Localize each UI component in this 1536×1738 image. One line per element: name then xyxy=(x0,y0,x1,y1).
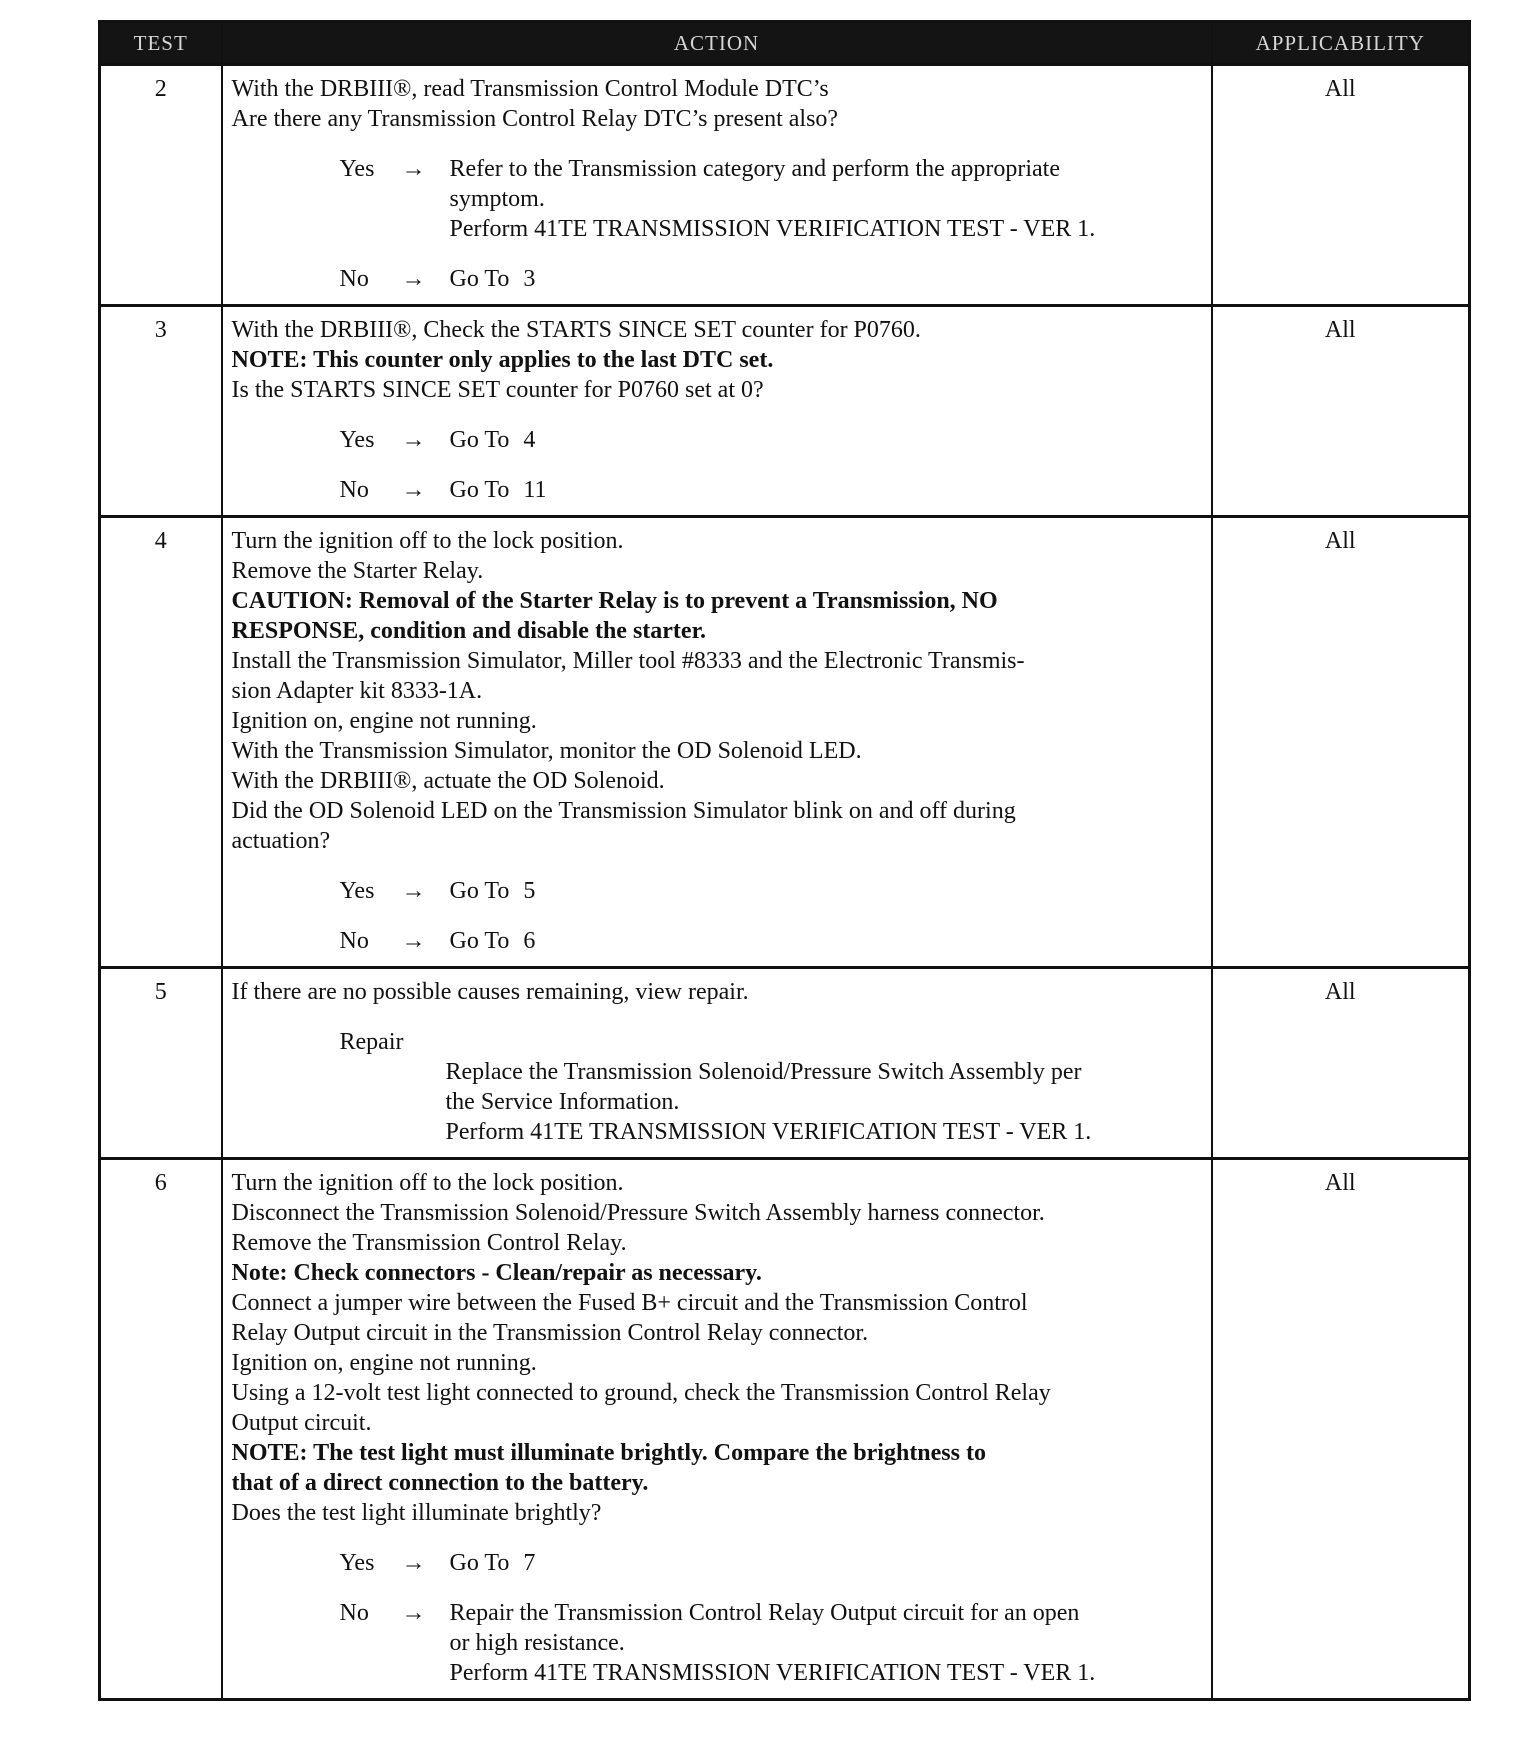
test-number: 2 xyxy=(100,65,222,306)
repair-line: the Service Information. xyxy=(445,1089,680,1115)
goto-test-number: 6 xyxy=(523,928,536,954)
applicability-value: All xyxy=(1212,1159,1470,1700)
arrow-icon: → xyxy=(401,266,426,292)
arrow-icon: → xyxy=(401,427,426,453)
branch-result xyxy=(450,876,1205,906)
applicability-value: All xyxy=(1212,65,1470,306)
answer-branch-yes xyxy=(340,154,1205,244)
action-note: CAUTION: Removal of the Starter Relay is to prevent a Transmission, NO xyxy=(231,588,998,614)
repair-label: Repair xyxy=(339,1029,404,1055)
repair-instructions xyxy=(446,1057,1205,1147)
action-step: Ignition on, engine not running. xyxy=(231,708,537,734)
goto-test-number: 5 xyxy=(523,878,536,904)
action-cell xyxy=(222,306,1212,517)
applicability-value: All xyxy=(1212,517,1470,968)
result-line: symptom. xyxy=(449,186,545,212)
arrow-icon: → xyxy=(401,1600,426,1626)
result-line: Repair the Transmission Control Relay Output circuit for an open xyxy=(449,1600,1080,1626)
goto-reference xyxy=(450,928,536,954)
goto-label: Go To xyxy=(449,878,510,904)
action-step: Are there any Transmission Control Relay DTC’s present also? xyxy=(231,106,839,132)
table-row xyxy=(100,306,1470,517)
header-applicability: APPLICABILITY xyxy=(1212,22,1470,65)
answer-label: No xyxy=(339,1600,369,1626)
goto-label: Go To xyxy=(449,477,510,503)
answer-branch-yes xyxy=(340,876,1205,906)
goto-reference xyxy=(450,266,536,292)
action-step: Using a 12-volt test light connected to ground, check the Transmission Control Relay xyxy=(231,1380,1051,1406)
goto-test-number: 4 xyxy=(523,427,536,453)
action-note: Note: Check connectors - Clean/repair as necessary. xyxy=(231,1260,762,1286)
action-cell xyxy=(222,1159,1212,1700)
answer-branch-no xyxy=(340,926,1205,956)
action-note: RESPONSE, condition and disable the starter. xyxy=(231,618,707,644)
result-line: Perform 41TE TRANSMISSION VERIFICATION TEST - VER 1. xyxy=(449,1660,1096,1686)
table-row xyxy=(100,1159,1470,1700)
answer-label: Yes xyxy=(339,427,375,453)
arrow-icon: → xyxy=(401,878,426,904)
action-step: With the DRBIII®, read Transmission Control Module DTC’s xyxy=(231,76,829,102)
action-step: sion Adapter kit 8333-1A. xyxy=(231,678,483,704)
arrow-icon: → xyxy=(401,928,426,954)
action-step: Output circuit. xyxy=(231,1410,372,1436)
repair-line: Perform 41TE TRANSMISSION VERIFICATION TEST - VER 1. xyxy=(445,1119,1092,1145)
table-body xyxy=(100,65,1470,1700)
answer-label: Yes xyxy=(339,1550,375,1576)
goto-test-number: 3 xyxy=(523,266,536,292)
answer-label: No xyxy=(339,928,369,954)
action-step: Does the test light illuminate brightly? xyxy=(231,1500,602,1526)
result-line: Perform 41TE TRANSMISSION VERIFICATION TEST - VER 1. xyxy=(449,216,1096,242)
action-step: Is the STARTS SINCE SET counter for P0760 set at 0? xyxy=(231,377,764,403)
goto-reference xyxy=(450,427,536,453)
goto-reference xyxy=(450,878,536,904)
test-number: 3 xyxy=(100,306,222,517)
answer-branch-yes xyxy=(340,425,1205,455)
action-cell xyxy=(222,517,1212,968)
result-line: or high resistance. xyxy=(449,1630,625,1656)
action-note: NOTE: The test light must illuminate brightly. Compare the brightness to xyxy=(231,1440,986,1466)
arrow-icon: → xyxy=(401,477,426,503)
action-step: With the DRBIII®, Check the STARTS SINCE SET counter for P0760. xyxy=(231,317,921,343)
branch-result xyxy=(450,926,1205,956)
test-number: 5 xyxy=(100,968,222,1159)
diagnostic-procedure-sheet xyxy=(98,20,1468,1701)
result-line: Refer to the Transmission category and perform the appropriate xyxy=(449,156,1060,182)
action-step: With the Transmission Simulator, monitor the OD Solenoid LED. xyxy=(231,738,862,764)
table-row xyxy=(100,65,1470,306)
table-header-row xyxy=(100,22,1470,65)
arrow-icon: → xyxy=(401,1550,426,1576)
action-step: Turn the ignition off to the lock position. xyxy=(231,1170,624,1196)
answer-label: Yes xyxy=(339,156,375,182)
answer-label: No xyxy=(339,266,369,292)
table-row xyxy=(100,517,1470,968)
answer-label: Yes xyxy=(339,878,375,904)
action-note: that of a direct connection to the battery. xyxy=(231,1470,649,1496)
action-step: Remove the Transmission Control Relay. xyxy=(231,1230,627,1256)
applicability-value: All xyxy=(1212,968,1470,1159)
goto-reference xyxy=(450,477,547,503)
branch-result xyxy=(450,264,1205,294)
answer-branch-no xyxy=(340,475,1205,505)
header-test: TEST xyxy=(100,22,222,65)
goto-test-number: 11 xyxy=(523,477,547,503)
action-step: Relay Output circuit in the Transmission Control Relay connector. xyxy=(231,1320,869,1346)
action-step: Turn the ignition off to the lock position. xyxy=(231,528,624,554)
branch-result xyxy=(450,475,1205,505)
action-step: If there are no possible causes remaining, view repair. xyxy=(231,979,749,1005)
action-step: Install the Transmission Simulator, Miller tool #8333 and the Electronic Transmis- xyxy=(231,648,1025,674)
test-number: 4 xyxy=(100,517,222,968)
action-step: Disconnect the Transmission Solenoid/Pressure Switch Assembly harness connector. xyxy=(231,1200,1045,1226)
goto-label: Go To xyxy=(449,928,510,954)
branch-result xyxy=(450,425,1205,455)
action-step: Did the OD Solenoid LED on the Transmission Simulator blink on and off during xyxy=(231,798,1016,824)
action-step: Remove the Starter Relay. xyxy=(231,558,484,584)
action-step: Ignition on, engine not running. xyxy=(231,1350,537,1376)
branch-result xyxy=(450,1548,1205,1578)
goto-label: Go To xyxy=(449,1550,510,1576)
header-action: ACTION xyxy=(222,22,1212,65)
goto-reference xyxy=(450,1550,536,1576)
table-row xyxy=(100,968,1470,1159)
goto-label: Go To xyxy=(449,427,510,453)
action-note: NOTE: This counter only applies to the last DTC set. xyxy=(231,347,774,373)
action-step: With the DRBIII®, actuate the OD Solenoid. xyxy=(231,768,665,794)
answer-label: No xyxy=(339,477,369,503)
goto-label: Go To xyxy=(449,266,510,292)
action-step: actuation? xyxy=(231,828,331,854)
action-cell xyxy=(222,65,1212,306)
goto-test-number: 7 xyxy=(523,1550,536,1576)
arrow-icon: → xyxy=(401,156,426,182)
repair-section xyxy=(340,1027,1205,1147)
diagnostic-table xyxy=(98,20,1471,1701)
applicability-value: All xyxy=(1212,306,1470,517)
action-step: Connect a jumper wire between the Fused B+ circuit and the Transmission Control xyxy=(231,1290,1028,1316)
action-cell xyxy=(222,968,1212,1159)
test-number: 6 xyxy=(100,1159,222,1700)
answer-branch-yes xyxy=(340,1548,1205,1578)
branch-result xyxy=(450,1598,1205,1688)
branch-result xyxy=(450,154,1205,244)
answer-branch-no xyxy=(340,264,1205,294)
answer-branch-no xyxy=(340,1598,1205,1688)
repair-line: Replace the Transmission Solenoid/Pressure Switch Assembly per xyxy=(445,1059,1082,1085)
